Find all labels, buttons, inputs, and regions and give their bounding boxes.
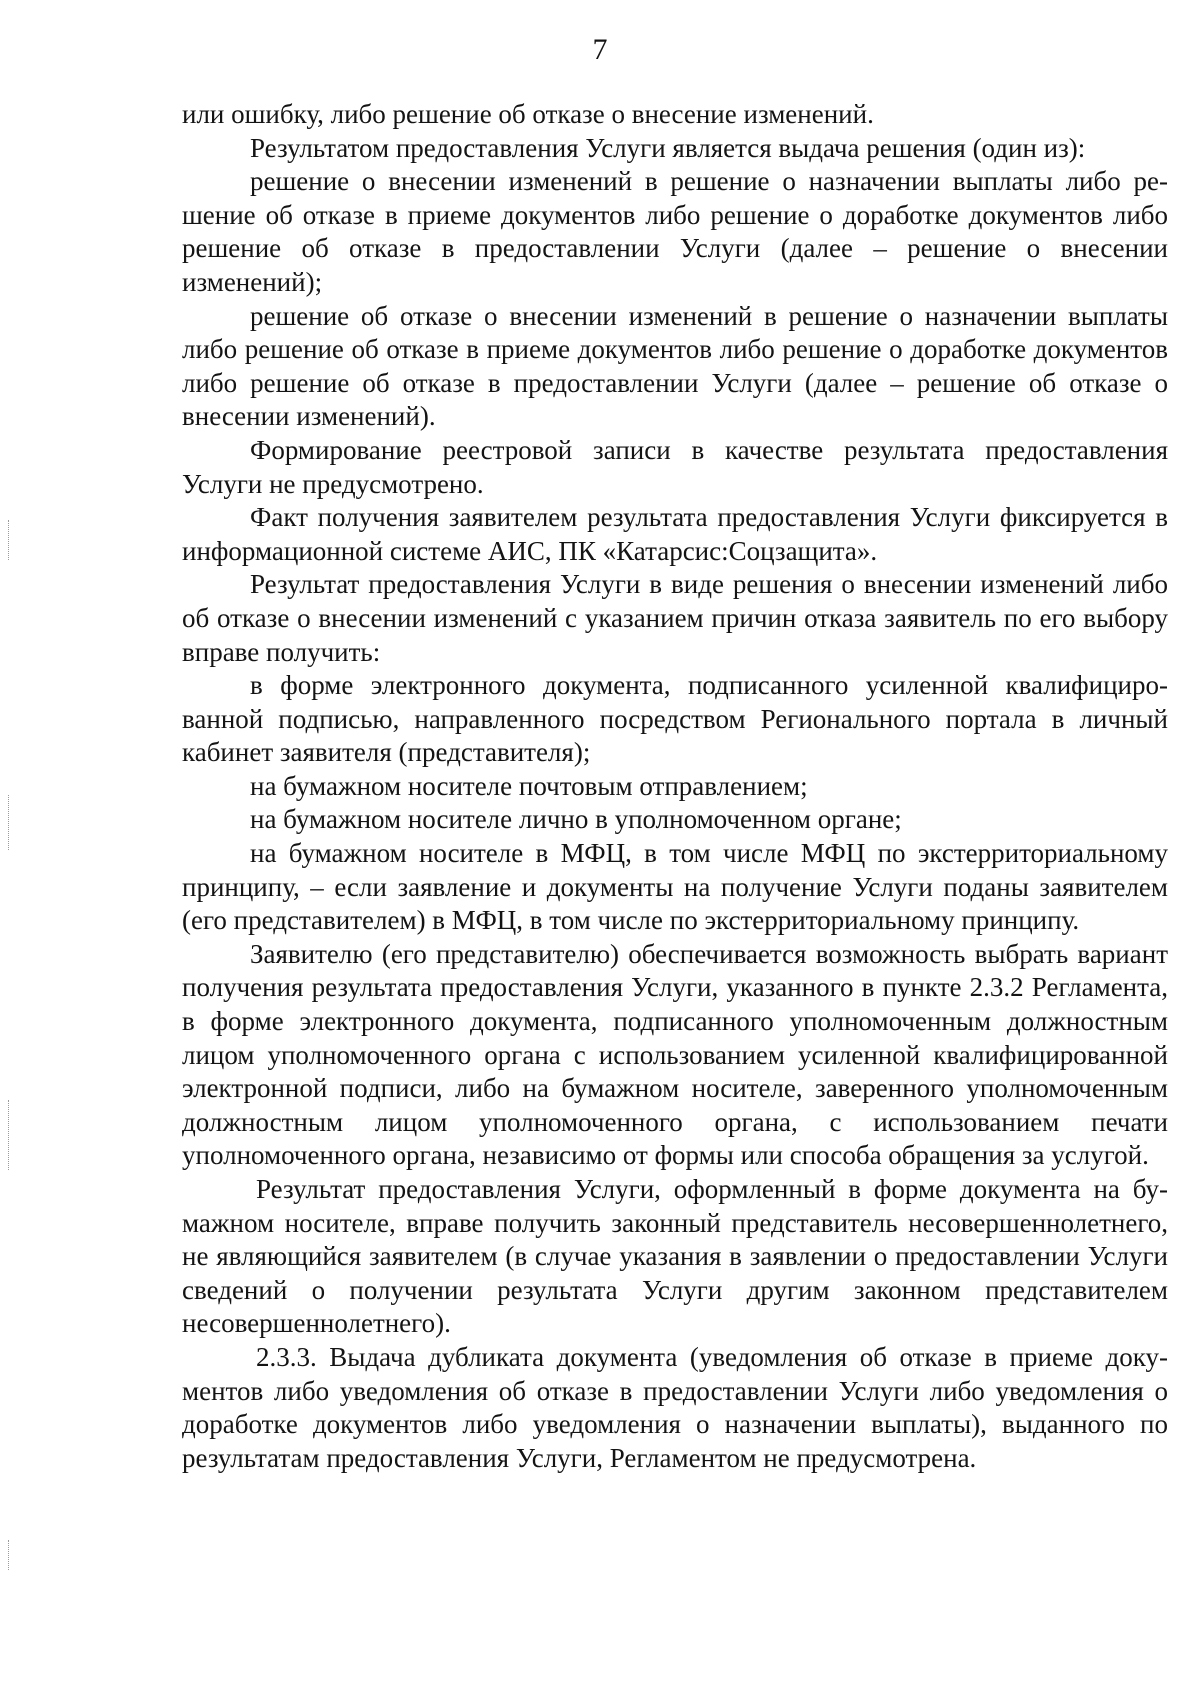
paragraph-receipt-options: Результат предоставления Услуги в виде решения о внесении изменений либо об отказе о внесении изменений с указанием причин отказа заявитель по его выбору вправе получить: (182, 569, 1168, 667)
paragraph-option-mail: на бумажном носителе почтовым отправлением; (250, 770, 808, 801)
paragraph-continuation: или ошибку, либо решение об отказе о внесение изменений. (182, 99, 874, 129)
scan-artifact-mark (8, 1540, 9, 1570)
paragraph-registry-record: Формирование реестровой записи в качестве результата предоставления Услуги не предусмотрено. (182, 434, 1168, 499)
page-number: 7 (592, 33, 608, 66)
paragraph-section-2-3-3: 2.3.3. Выдача дубликата документа (уведомления об отказе в приеме документов либо уведомления об отказе в предоставлении Услуги либо уведомления о доработке документов либо уведомления о назначении выплаты), выданного по результатам предоставления Услуги, Регламентом не предусмотрена. (182, 1341, 1168, 1473)
paragraph-option-mfc: на бумажном носителе в МФЦ, в том числе МФЦ по экстерриториальному принципу, – если заявление и документы на получение Услуги поданы заявителем (его представителем) в МФЦ, в том числе по экстерриториальному принципу. (182, 838, 1168, 936)
paragraph-result-intro: Результатом предоставления Услуги является выдача решения (один из): (250, 132, 1086, 163)
document-body (182, 98, 1168, 1475)
paragraph-option-in-person: на бумажном носителе лично в уполномоченном органе; (250, 804, 902, 835)
paragraph-decision-refusal: решение об отказе о внесении изменений в решение о назначении выплаты либо решение об отказе в приеме документов либо решение о доработке документов либо решение об отказе в предоставлении Услуги (далее – решение об отказе о внесении изменений). (182, 300, 1168, 432)
scan-artifact-mark (8, 1100, 9, 1170)
paragraph-fact-recording: Факт получения заявителем результата предоставления Услуги фиксируется в информационной системе АИС, ПК «Катарсис:Соцзащита». (182, 502, 1168, 566)
paragraph-option-electronic: в форме электронного документа, подписанного усиленной квалифицированной подписью, направленного посредством Регионального портала в личный кабинет заявителя (представителя); (182, 670, 1168, 768)
scan-artifact-mark (8, 520, 9, 560)
paragraph-legal-representative: Результат предоставления Услуги, оформленный в форме документа на бумажном носителе, вправе получить законный представитель несовершеннолетнего, не являющийся заявителем (в случае указания в заявлении о предоставлении Услуги сведений о получении результата Услуги другим законном представителем несовершеннолетнего). (182, 1174, 1168, 1339)
paragraph-decision-changes: решение о внесении изменений в решение о назначении выплаты либо решение об отказе в приеме документов либо решение о доработке документов либо решение об отказе в предоставлении Услуги (далее – решение о внесении изменений); (182, 166, 1168, 297)
scan-artifact-mark (8, 795, 9, 850)
paragraph-choice-format: Заявителю (его представителю) обеспечивается возможность выбрать вариант получения результата предоставления Услуги, указанного в пункте 2.3.2 Регламента, в форме электронного документа, подписанного уполномоченным должностным лицом уполномоченного органа с использованием усиленной квалифицированной электронной подписи, либо на бумажном носителе, заверенного уполномоченным должностным лицом уполномоченного органа, с использованием печати уполномоченного органа, независимо от формы или способа обращения за услугой. (182, 938, 1168, 1171)
